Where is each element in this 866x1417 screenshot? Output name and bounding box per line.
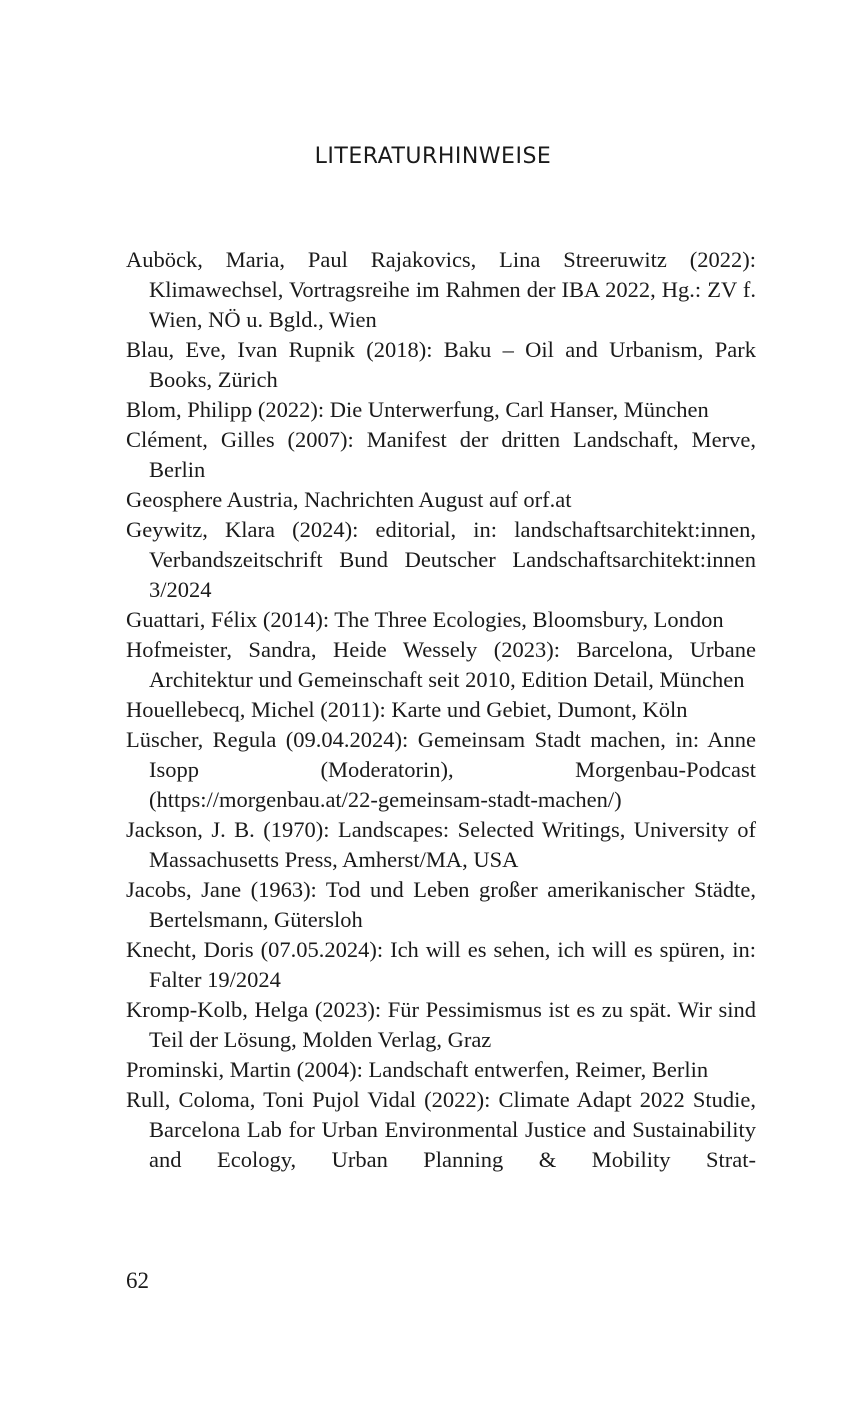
- page-number: 62: [126, 1268, 149, 1293]
- reference-entry: Blau, Eve, Ivan Rupnik (2018): Baku – Oil and Urbanism, Park Books, Zürich: [126, 337, 756, 392]
- reference-entry: Geywitz, Klara (2024): editorial, in: landschaftsarchitekt:innen, Verbandszeitschrift Bund Deutscher Landschaftsarchitekt:innen 3/2024: [126, 517, 756, 602]
- reference-entry: Lüscher, Regula (09.04.2024): Gemeinsam Stadt machen, in: Anne Isopp (Moderatorin), Morgenbau-Podcast (https://morgenbau.at/22-gemeinsam-stadt-machen/): [126, 727, 756, 812]
- reference-entry: Kromp-Kolb, Helga (2023): Für Pessimismus ist es zu spät. Wir sind Teil der Lösung, Molden Verlag, Graz: [126, 997, 756, 1052]
- reference-entry: Geosphere Austria, Nachrichten August auf orf.at: [126, 487, 572, 512]
- reference-entry: Houellebecq, Michel (2011): Karte und Gebiet, Dumont, Köln: [126, 697, 688, 722]
- reference-entry: Hofmeister, Sandra, Heide Wessely (2023): Barcelona, Urbane Architektur und Gemeinschaft seit 2010, Edition Detail, München: [126, 637, 756, 692]
- reference-entry: Auböck, Maria, Paul Rajakovics, Lina Streeruwitz (2022): Klimawechsel, Vortragsreihe im Rahmen der IBA 2022, Hg.: ZV f. Wien, NÖ u. Bgld., Wien: [126, 247, 756, 332]
- reference-entry: Clément, Gilles (2007): Manifest der dritten Landschaft, Merve, Berlin: [126, 427, 756, 482]
- reference-entry: Rull, Coloma, Toni Pujol Vidal (2022): Climate Adapt 2022 Studie, Barcelona Lab for Urban Environmental Justice and Sustainability and Ecology, Urban Planning & Mobility Strat-: [126, 1087, 756, 1172]
- reference-entry: Knecht, Doris (07.05.2024): Ich will es sehen, ich will es spüren, in: Falter 19/2024: [126, 937, 756, 992]
- reference-entry: Prominski, Martin (2004): Landschaft entwerfen, Reimer, Berlin: [126, 1057, 709, 1082]
- reference-entry: Blom, Philipp (2022): Die Unterwerfung, Carl Hanser, München: [126, 397, 709, 422]
- reference-entry: Jacobs, Jane (1963): Tod und Leben großer amerikanischer Städte, Bertelsmann, Gütersloh: [126, 877, 756, 932]
- reference-entry: Guattari, Félix (2014): The Three Ecologies, Bloomsbury, London: [126, 607, 724, 632]
- page-title: LITERATURHINWEISE: [314, 144, 552, 169]
- reference-entry: Jackson, J. B. (1970): Landscapes: Selected Writings, University of Massachusetts Press, Amherst/MA, USA: [126, 817, 756, 872]
- reference-list: [126, 245, 756, 1175]
